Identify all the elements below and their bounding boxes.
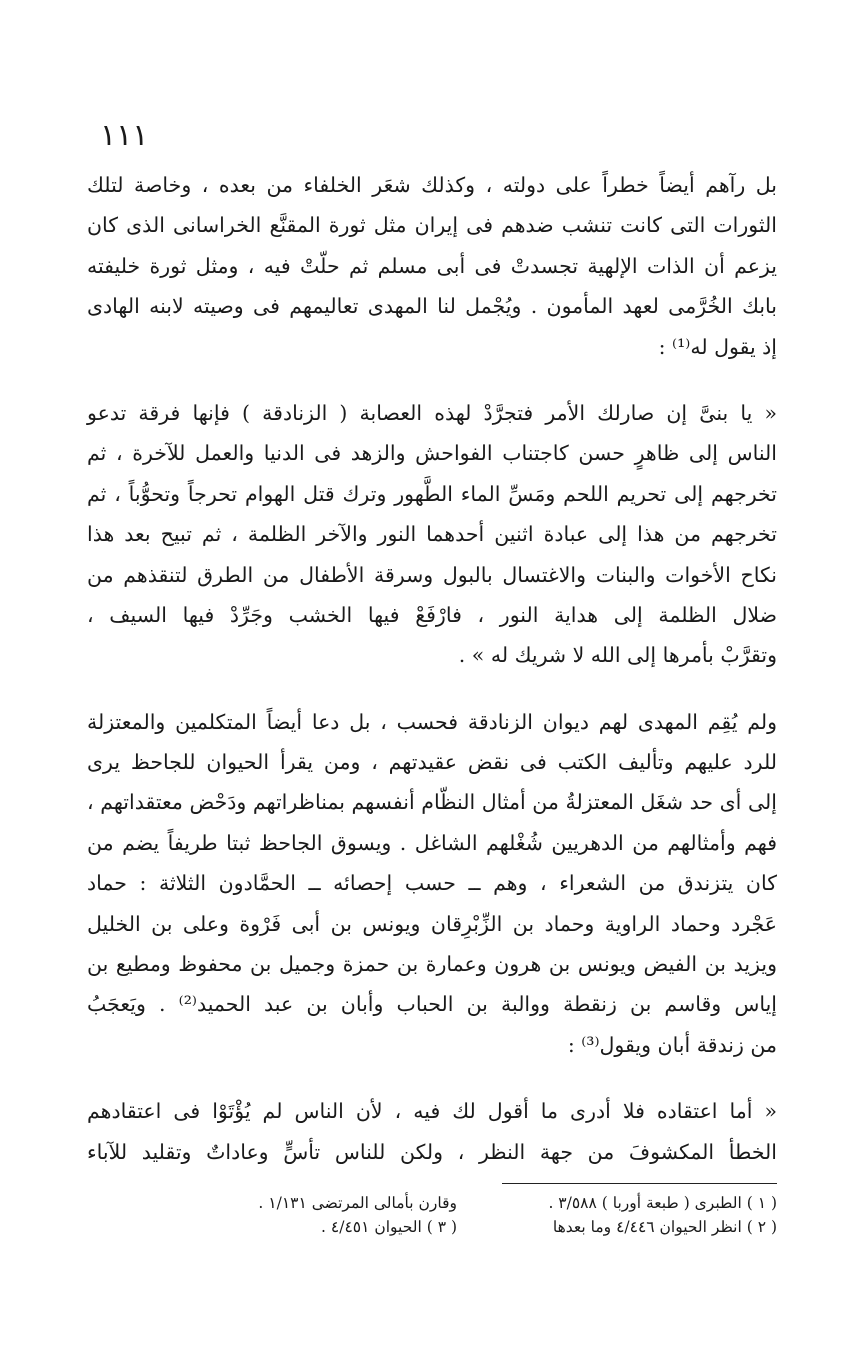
page-number: ١١١ — [100, 118, 149, 153]
text-line: نكاح الأخوات والبنات والاغتسال بالبول وسرقة الأطفال من الطرق لتنقذهم من — [87, 562, 777, 587]
text-line: الناس إلى ظاهرٍ حسن كاجتناب الفواحش والزهد فى الدنيا والعمل للآخرة ، ثم — [87, 441, 777, 466]
paragraph-3 — [87, 702, 777, 1066]
text-line: إلى أى حد شغَل المعتزلةُ من أمثال النظّام أنفسهم بمناظراتهم ودَحْض معتقداتهم ، — [87, 790, 777, 815]
paragraph-1 — [87, 165, 777, 367]
paragraph-2-quote — [87, 393, 777, 676]
text-line: تخرجهم إلى تحريم اللحم ومَسِّ الماء الطَّهور وترك قتل الهوام تحرجاً وتحوُّباً ، ثم — [87, 481, 777, 506]
text-line: إذ يقول له⁽¹⁾ : — [658, 334, 777, 359]
text-line: بل رآهم أيضاً خطراً على دولته ، وكذلك شعَر الخلفاء من بعده ، وخاصة لتلك — [87, 173, 777, 197]
text-line: ضلال الظلمة إلى هداية النور ، فارْفَعْ فيها الخشب وجَرِّدْ فيها السيف ، — [87, 602, 777, 627]
text-line: الثورات التى كانت تنشب ضدهم فى إيران مثل ثورة المقنَّع الخراسانى الذى كان — [87, 213, 777, 238]
footnote-3: ( ٣ ) الحيوان ٤/٤٥١ . — [321, 1218, 457, 1236]
text-line: يزعم أن الذات الإلهية تجسدتْ فى أبى مسلم ثم حلّتْ فيه ، ومثل ثورة خليفته — [87, 253, 777, 278]
paragraph-4-quote — [87, 1091, 777, 1172]
footnote-2: ( ٢ ) انظر الحيوان ٤/٤٤٦ وما بعدها — [552, 1218, 777, 1236]
text-line: عَجْرد وحماد الراوية وحماد بن الزِّبْرِقان ويونس بن أبى فَرْوة وعلى بن الخليل — [87, 911, 777, 936]
text-line: « يا بنىَّ إن صارلك الأمر فتجرَّدْ لهذه العصابة ( الزنادقة ) فإنها فرقة تدعو — [87, 400, 777, 425]
footnotes — [117, 1191, 777, 1239]
text-line: « أما اعتقاده فلا أدرى ما أقول لك فيه ، لأن الناس لم يُؤْتَوْا فى اعتقادهم — [87, 1099, 777, 1124]
footnote-1-comparison: وقارن بأمالى المرتضى ١/١٣١ . — [258, 1194, 457, 1212]
text-line: ويزيد بن الفيض ويونس بن هرون وعمارة بن حمزة وجميل بن محفوظ ومطيع بن — [87, 952, 777, 977]
body-text — [87, 165, 777, 1172]
text-line: تخرجهم من هذا إلى عبادة اثنين أحدهما النور والآخر الظلمة ، ثم تبيح بعد هذا — [87, 522, 777, 547]
text-line: ولم يُقِم المهدى لهم ديوان الزنادقة فحسب ، بل دعا أيضاً المتكلمين والمعتزلة — [87, 709, 777, 734]
text-line: وتقرَّبْ بأمرها إلى الله لا شريك له » . — [458, 643, 777, 668]
text-line: للرد عليهم وتأليف الكتب فى نقض عقيدتهم ، ومن يقرأ الحيوان للجاحظ يرى — [87, 750, 777, 775]
footnote-1: ( ١ ) الطبرى ( طبعة أوربا ) ٣/٥٨٨ . — [548, 1194, 777, 1212]
footnote-separator — [502, 1183, 777, 1184]
footnote-row — [117, 1215, 777, 1239]
text-line: بابك الخُرَّمى لعهد المأمون . ويُجْمل لنا المهدى تعاليمهم فى وصيته لابنه الهادى — [87, 294, 777, 319]
text-line: الخطأ المكشوفَ من جهة النظر ، ولكن للناس تأسٍّ وعاداتٌ وتقليد للآباء — [87, 1139, 777, 1164]
text-line: كان يتزندق من الشعراء ، وهم ــ حسب إحصائه ــ الحمَّادون الثلاثة : حماد — [87, 871, 777, 896]
text-line: فهم وأمثالهم من الدهريين شُغْلهم الشاغل . ويسوق الجاحظ ثبتا طريفاً يضم من — [87, 830, 777, 855]
text-line: إياس وقاسم بن زنقطة ووالبة بن الحباب وأبان بن عبد الحميد⁽²⁾ . ويَعجَبُ — [87, 992, 777, 1017]
footnote-row — [117, 1191, 777, 1215]
text-line: من زندقة أبان ويقول⁽³⁾ : — [567, 1032, 777, 1057]
